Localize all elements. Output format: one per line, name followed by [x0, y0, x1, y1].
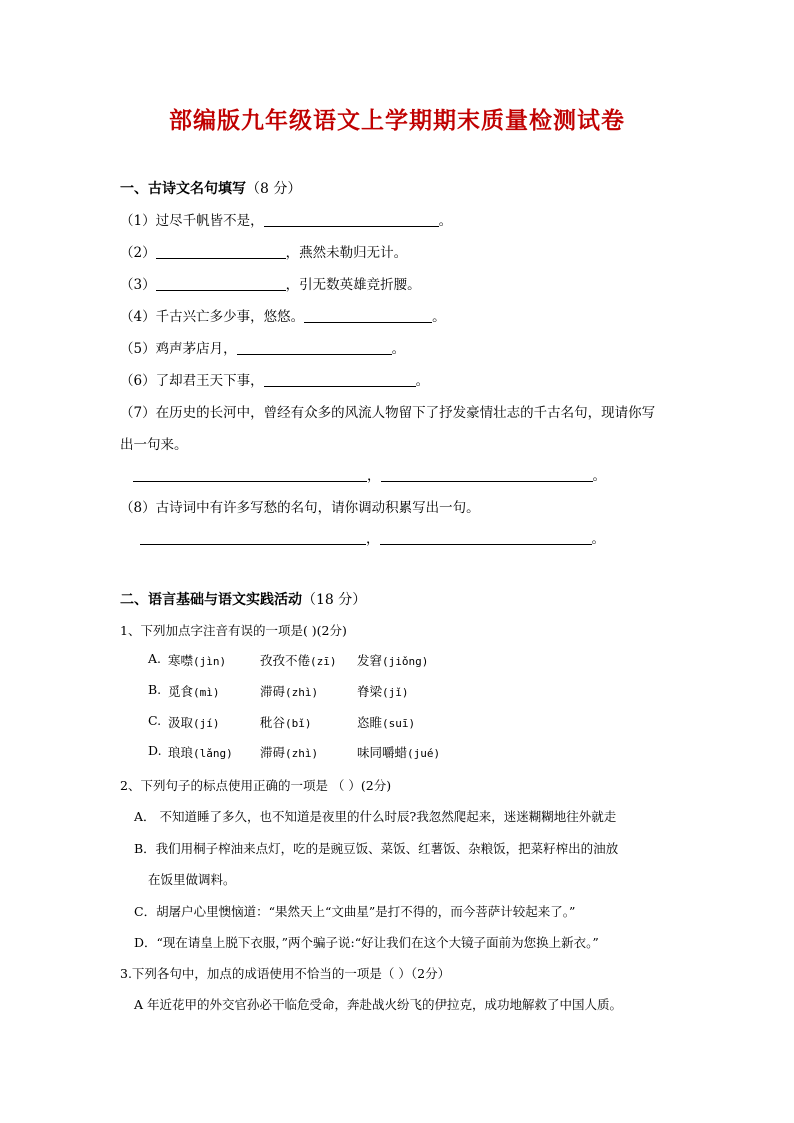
answer-blank[interactable] [156, 245, 286, 260]
pinyin: (suī) [382, 717, 416, 730]
word: 汲取 [168, 715, 194, 730]
section1-heading [120, 178, 301, 198]
pinyin: (mì) [193, 686, 220, 699]
section2-heading-text: 二、语言基础与语文实践活动 [120, 592, 302, 608]
answer-blank[interactable] [264, 213, 439, 228]
q3-stem: 3.下列各句中，加点的成语使用不恰当的一项是（ ）（2分） [120, 966, 451, 981]
poem-item-6 [120, 369, 429, 389]
pinyin: (jué) [407, 747, 441, 760]
word: 脊梁 [357, 684, 383, 699]
pinyin: (jí) [193, 717, 220, 730]
word: 觅食 [168, 684, 194, 699]
word: 孜孜不倦 [260, 653, 311, 668]
q2-option-b-line1: B．我们用桐子榨油来点灯，吃的是豌豆饭、菜饭、红薯饭、杂粮饭，把菜籽榨出的油放 [134, 841, 619, 856]
q1-a-word3 [357, 651, 428, 669]
option-label: B. [148, 682, 162, 697]
q1-d-word1 [168, 743, 233, 761]
word: 恣睢 [357, 715, 383, 730]
answer-blank[interactable] [380, 531, 592, 546]
pinyin: (zhì) [285, 686, 319, 699]
section1-heading-text: 一、古诗文名句填写 [120, 181, 246, 197]
pinyin: (jiǒng) [382, 655, 429, 668]
page-title: 部编版九年级语文上学期期末质量检测试卷 [169, 107, 625, 134]
poem-item-3-end: ，引无数英雄竞折腰。 [285, 277, 421, 293]
poem-item-4-end: 。 [432, 309, 446, 325]
q2-option-a: A． 不知道睡了多久，也不知道是夜里的什么时辰?我忽然爬起来，迷迷糊糊地往外就走 [134, 809, 617, 824]
section2-heading [120, 589, 366, 609]
poem-item-3-text: （3） [120, 277, 156, 293]
option-label: C. [148, 713, 162, 728]
pinyin: (zhì) [285, 747, 319, 760]
q1-b-word1 [168, 682, 220, 700]
q1-option-a [148, 651, 161, 666]
pinyin: (lǎng) [193, 747, 233, 760]
q8-line1: （8）古诗词中有许多写愁的名句，请你调动积累写出一句。 [120, 500, 480, 516]
answer-blank[interactable] [304, 309, 432, 324]
poem-item-2-text: （2） [120, 245, 156, 261]
q1-d-word3 [357, 743, 440, 761]
poem-item-1-text: （1）过尽千帆皆不是， [120, 213, 264, 229]
pinyin: (zī) [310, 655, 337, 668]
answer-blank[interactable] [156, 277, 286, 292]
q1-b-word3 [357, 682, 409, 700]
poem-item-4-text: （4）千古兴亡多少事，悠悠。 [120, 309, 305, 325]
word: 秕谷 [260, 715, 286, 730]
word: 琅琅 [168, 745, 194, 760]
q7-line2: 出一句来。 [120, 437, 188, 453]
comma: ， [367, 468, 381, 484]
poem-item-6-end: 。 [415, 373, 430, 389]
comma: ， [366, 531, 380, 547]
answer-blank[interactable] [264, 373, 416, 388]
q1-stem: 1、下列加点字注音有误的一项是( )(2分) [120, 623, 347, 638]
q3-option-a: A 年近花甲的外交官孙必干临危受命，奔赴战火纷飞的伊拉克，成功地解救了中国人质。 [134, 997, 623, 1012]
answer-blank[interactable] [381, 468, 593, 483]
pinyin: (jìn) [193, 655, 227, 668]
poem-item-2-end: ，燕然未勒归无计。 [285, 245, 408, 261]
answer-blank[interactable] [237, 341, 392, 356]
q1-d-word2 [260, 743, 318, 761]
poem-item-4 [120, 305, 446, 325]
q2-option-d: D．“现在请皇上脱下衣服，”两个骗子说:“好让我们在这个大镜子面前为您换上新衣。” [134, 935, 599, 950]
q2-stem: 2、下列句子的标点使用正确的一项是 （ ）(2分) [120, 778, 392, 793]
word: 滞碍 [260, 745, 286, 760]
period: 。 [591, 531, 605, 547]
q1-a-word1 [168, 651, 226, 669]
q1-a-word2 [260, 651, 337, 669]
word: 味同嚼蜡 [357, 745, 408, 760]
poem-item-3 [120, 273, 421, 293]
pinyin: (bǐ) [285, 717, 312, 730]
poem-item-6-text: （6）了却君王天下事， [120, 373, 264, 389]
word: 发窘 [357, 653, 383, 668]
poem-item-2 [120, 241, 407, 261]
word: 寒噤 [168, 653, 194, 668]
q1-c-word2 [260, 713, 312, 731]
word: 滞碍 [260, 684, 286, 699]
section2-points: （18 分） [302, 592, 367, 608]
period: 。 [592, 468, 606, 484]
poem-item-5-end: 。 [391, 341, 406, 357]
answer-blank[interactable] [133, 468, 367, 483]
option-label: A. [148, 651, 162, 666]
q7-answer-line [133, 464, 606, 484]
q1-option-d [148, 743, 162, 758]
q1-option-c [148, 713, 161, 728]
q8-answer-line [140, 527, 605, 547]
q1-c-word1 [168, 713, 220, 731]
section1-points: （8 分） [246, 181, 302, 197]
q1-c-word3 [357, 713, 415, 731]
q2-option-b-line2: 在饭里做调料。 [148, 872, 236, 887]
q1-option-b [148, 682, 161, 697]
poem-item-5 [120, 337, 405, 357]
poem-item-1-end: 。 [438, 213, 453, 229]
answer-blank[interactable] [140, 531, 366, 546]
poem-item-1 [120, 209, 452, 229]
option-label: D. [148, 743, 162, 758]
q7-line1: （7）在历史的长河中，曾经有众多的风流人物留下了抒发豪情壮志的千古名句，现请你写 [120, 405, 656, 421]
q1-b-word2 [260, 682, 318, 700]
poem-item-5-text: （5）鸡声茅店月， [120, 341, 237, 357]
q2-option-c: C．胡屠户心里懊恼道：“果然天上“文曲星”是打不得的，而今菩萨计较起来了。” [134, 904, 576, 919]
pinyin: (jǐ) [382, 686, 409, 699]
